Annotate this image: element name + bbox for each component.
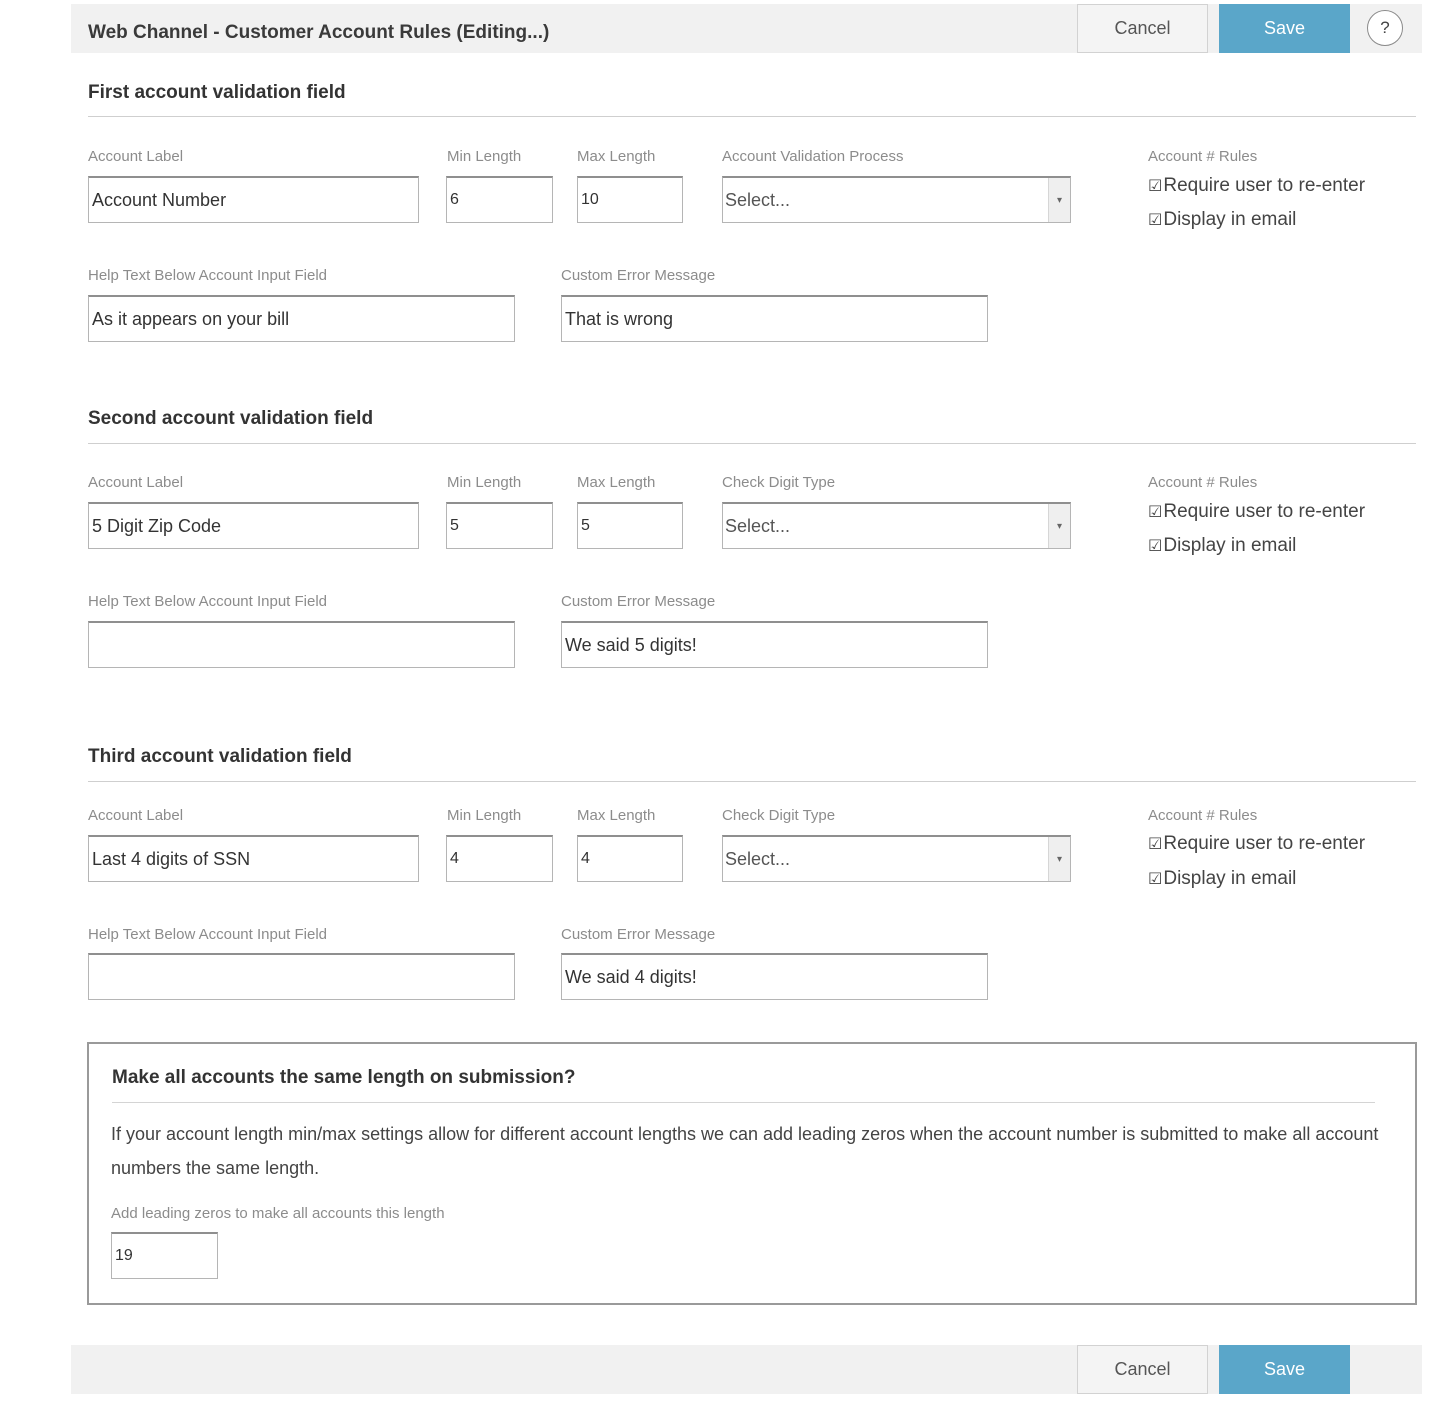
account-label-caption: Account Label [88,474,184,491]
leading-zeros-length-input[interactable]: 19 [111,1232,218,1279]
select-value: Select... [725,515,791,536]
help-text-caption: Help Text Below Account Input Field [88,267,328,284]
checkbox-checked-icon[interactable]: ☑ [1148,504,1163,521]
checkbox-label: Require user to re-enter [1163,833,1366,854]
select-value: Select... [725,848,791,869]
help-icon[interactable]: ? [1367,10,1403,46]
error-message-caption: Custom Error Message [561,926,716,943]
max-length-input[interactable]: 4 [577,835,683,882]
require-reenter-checkbox[interactable] [1148,501,1365,523]
section-title: First account validation field [88,82,346,103]
account-rules-caption: Account # Rules [1148,807,1258,824]
max-length-input[interactable]: 10 [577,176,683,223]
check-digit-type-select[interactable] [722,502,1071,549]
error-message-input[interactable]: That is wrong [561,295,988,342]
error-message-caption: Custom Error Message [561,267,716,284]
max-length-caption: Max Length [577,148,656,165]
checkbox-label: Require user to re-enter [1163,501,1366,522]
page-title: Web Channel - Customer Account Rules (Editing...) [88,22,550,43]
min-length-caption: Min Length [447,148,522,165]
max-length-caption: Max Length [577,807,656,824]
min-length-input[interactable]: 4 [446,835,553,882]
section-divider [88,116,1416,117]
panel-divider [112,1102,1375,1103]
validation-process-select[interactable] [722,176,1071,223]
min-length-caption: Min Length [447,474,522,491]
checkbox-label: Display in email [1163,535,1297,556]
help-text-caption: Help Text Below Account Input Field [88,926,328,943]
account-label-caption: Account Label [88,148,184,165]
min-length-input[interactable]: 6 [446,176,553,223]
help-text-input[interactable] [88,621,515,668]
footer-save-button[interactable]: Save [1219,1345,1350,1394]
checkbox-checked-icon[interactable]: ☑ [1148,178,1163,195]
help-text-input[interactable]: As it appears on your bill [88,295,515,342]
checkbox-label: Require user to re-enter [1163,175,1366,196]
display-in-email-checkbox[interactable] [1148,209,1296,231]
leading-zeros-caption: Add leading zeros to make all accounts this length [111,1205,445,1222]
account-label-input[interactable]: 5 Digit Zip Code [88,502,419,549]
help-text-caption: Help Text Below Account Input Field [88,593,328,610]
min-length-caption: Min Length [447,807,522,824]
error-message-caption: Custom Error Message [561,593,716,610]
error-message-input[interactable]: We said 4 digits! [561,953,988,1000]
account-rules-caption: Account # Rules [1148,474,1258,491]
max-length-input[interactable]: 5 [577,502,683,549]
section-divider [88,781,1416,782]
check-digit-type-caption: Check Digit Type [722,807,836,824]
section-title: Second account validation field [88,408,374,429]
checkbox-checked-icon[interactable]: ☑ [1148,836,1163,853]
display-in-email-checkbox[interactable] [1148,868,1296,890]
chevron-down-icon[interactable]: ▾ [1048,504,1070,548]
section-divider [88,443,1416,444]
max-length-caption: Max Length [577,474,656,491]
cancel-button[interactable]: Cancel [1077,4,1208,53]
error-message-input[interactable]: We said 5 digits! [561,621,988,668]
chevron-down-icon[interactable]: ▾ [1048,837,1070,881]
require-reenter-checkbox[interactable] [1148,175,1365,197]
account-label-input[interactable]: Account Number [88,176,419,223]
require-reenter-checkbox[interactable] [1148,833,1365,855]
check-digit-type-caption: Check Digit Type [722,474,836,491]
display-in-email-checkbox[interactable] [1148,535,1296,557]
validation-process-caption: Account Validation Process [722,148,904,165]
section-title: Third account validation field [88,746,352,767]
select-value: Select... [725,189,791,210]
help-text-input[interactable] [88,953,515,1000]
checkbox-label: Display in email [1163,868,1297,889]
account-label-caption: Account Label [88,807,184,824]
check-digit-type-select[interactable] [722,835,1071,882]
checkbox-checked-icon[interactable]: ☑ [1148,538,1163,555]
leading-zeros-title: Make all accounts the same length on submission? [112,1067,576,1088]
min-length-input[interactable]: 5 [446,502,553,549]
footer-cancel-button[interactable]: Cancel [1077,1345,1208,1394]
save-button[interactable]: Save [1219,4,1350,53]
checkbox-label: Display in email [1163,209,1297,230]
account-label-input[interactable]: Last 4 digits of SSN [88,835,419,882]
checkbox-checked-icon[interactable]: ☑ [1148,212,1163,229]
leading-zeros-description: If your account length min/max settings allow for different account lengths we can add leading zeros when the account number is submitted to make all account numbers the same length. [111,1124,1379,1178]
chevron-down-icon[interactable]: ▾ [1048,178,1070,222]
account-rules-caption: Account # Rules [1148,148,1258,165]
checkbox-checked-icon[interactable]: ☑ [1148,871,1163,888]
